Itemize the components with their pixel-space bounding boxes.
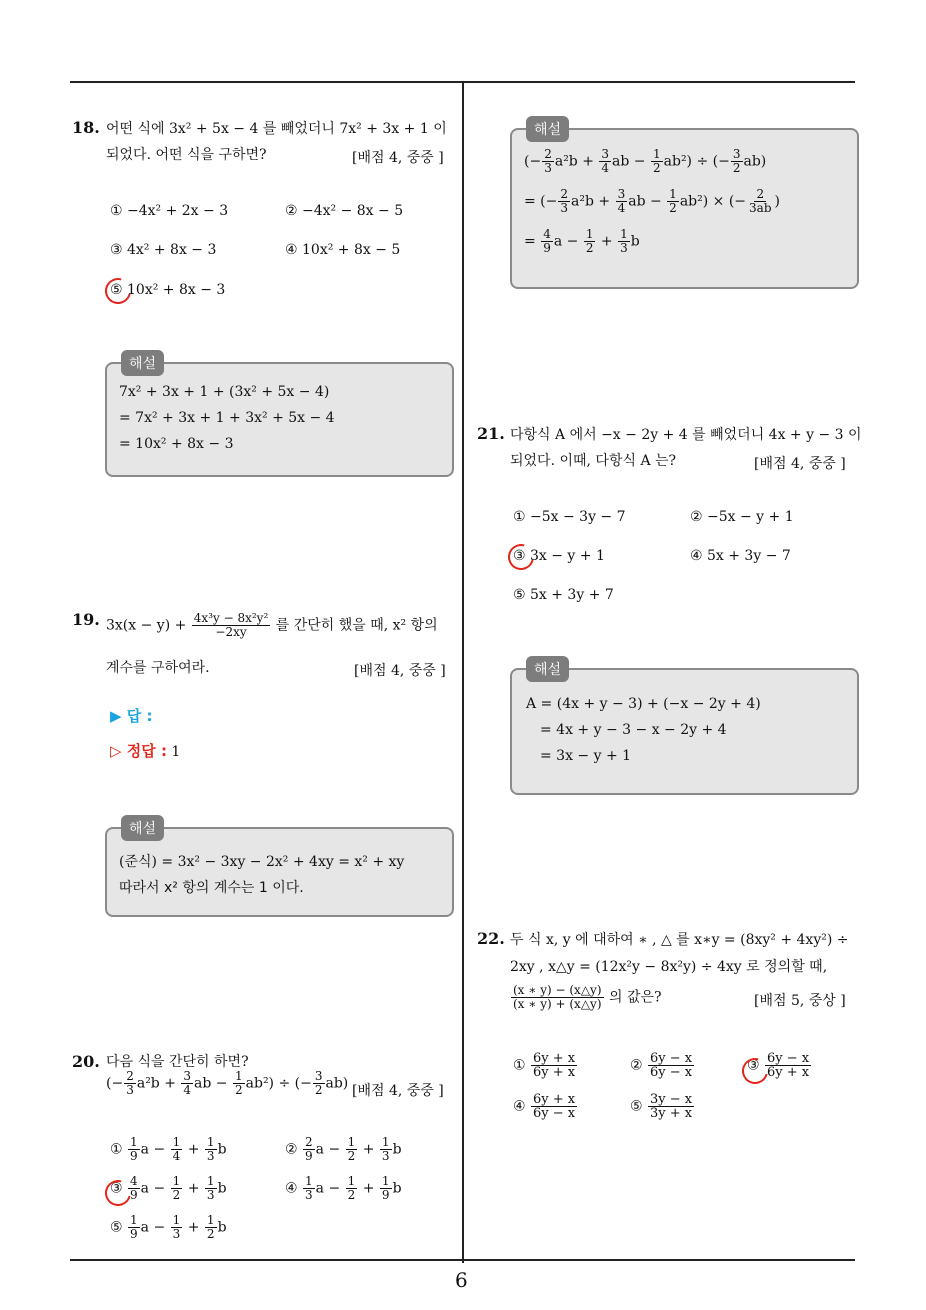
question-18-number: 18. [72,118,100,137]
q20-c3-mark: ③ [110,1180,123,1197]
q20-choice-1[interactable]: ① $\frac{1}{9}$ a − $\frac{1}{4}$ + $\frac{1}{3}$ b [110,1135,227,1163]
q21-choice-5[interactable]: ⑤ 5x + 3y + 7 [513,587,614,603]
q20-c2-mark: ② [285,1141,298,1158]
q20-solution-box [510,122,859,289]
q19-frac-den: −2xy [215,625,247,639]
question-21-number: 21. [477,424,505,443]
question-20-expression: (− $\frac{2}{3}$ a²b + $\frac{3}{4}$ ab − $\frac{1}{2}$ ab²) ÷ (− $\frac{3}{2}$ ab) [106,1069,349,1097]
q20-c1-mark: ① [110,1141,123,1158]
question-18-line1: 어떤 식에 3x² + 5x − 4 를 빼었더니 7x² + 3x + 1 이 [106,121,447,137]
q22-c2-mark: ② [630,1057,643,1074]
q20-choice-3[interactable]: ③ $\frac{4}{9}$ a − $\frac{1}{2}$ + $\frac{1}{3}$ b [110,1174,227,1202]
q21-solution-line1: A = (4x + y − 3) + (−x − 2y + 4) [526,696,761,712]
q22-c4-mark: ④ [513,1098,526,1115]
q19-solution-box [105,821,454,917]
q19-solution-title: 해설 [121,815,164,841]
q21-solution-box [510,662,859,795]
question-21-line2: 되었다. 이때, 다항식 A 는? [510,453,677,469]
q21-choice-1[interactable]: ① −5x − 3y − 7 [513,509,626,525]
q19-correct-label: ▷ 정답 : [110,742,167,760]
q19-frac-num: 4x³y − 8x²y² [193,611,269,625]
question-22-meta: [배점 5, 중상 ] [754,993,846,1009]
q19-lead: 3x(x − y) + [106,617,187,634]
q19-answer-label: ▶ 답 : [110,707,153,725]
q22-choice-4[interactable]: ④ $\frac{6y + x}{6y - x}$ [513,1092,576,1121]
q22-c3-mark: ③ [747,1057,760,1074]
q18-solution-line2: = 7x² + 3x + 1 + 3x² + 5x − 4 [119,410,335,426]
q18-solution-line1: 7x² + 3x + 1 + (3x² + 5x − 4) [119,384,330,400]
bottom-rule [70,1259,855,1261]
q22-fraction [511,984,604,1011]
q22-c1-mark: ① [513,1057,526,1074]
question-22-line3 [510,984,662,1011]
question-18-line2: 되었다. 어떤 식을 구하면? [106,147,267,163]
q20-c5-mark: ⑤ [110,1219,123,1236]
q18-choice-3[interactable]: ③ 4x² + 8x − 3 [110,242,217,258]
question-21-line1: 다항식 A 에서 −x − 2y + 4 를 빼었더니 4x + y − 3 이 [510,427,862,443]
q21-choice-3[interactable]: ③ 3x − y + 1 [513,548,605,564]
q18-answer-circle [100,273,136,309]
q19-solution-line2: 따라서 x² 항의 계수는 1 이다. [119,880,304,896]
q18-choice-4[interactable]: ④ 10x² + 8x − 5 [285,242,401,258]
q21-solution-line3: = 3x − y + 1 [540,748,632,764]
column-divider [462,83,464,1263]
question-18-meta: [배점 4, 중중 ] [352,150,444,166]
question-19-meta: [배점 4, 중중 ] [354,663,446,679]
q22-choice-1[interactable]: ① $\frac{6y + x}{6y + x}$ [513,1051,576,1080]
q18-choice-5[interactable]: ⑤ 10x² + 8x − 3 [110,282,226,298]
q22-frac-num: (x ∗ y) − (x△y) [513,983,602,997]
q18-choice-2[interactable]: ② −4x² − 8x − 5 [285,203,404,219]
q19-tail: 를 간단히 했을 때, x² 항의 [275,617,438,634]
q18-solution-box [105,356,454,477]
q21-choice-2[interactable]: ② −5x − y + 1 [690,509,794,525]
q21-solution-title: 해설 [526,656,569,682]
q22-tail: 의 값은? [608,989,662,1006]
q20-c4-mark: ④ [285,1180,298,1197]
q20-solution-title: 해설 [526,116,569,142]
question-22-line1: 두 식 x, y 에 대하여 ∗ , △ 를 x∗y = (8xy² + 4xy²) ÷ [510,932,849,948]
q20-solution-line3: = $\frac{4}{9}$ a − $\frac{1}{2}$ + $\frac{1}{3}$ b [524,227,640,255]
question-21-meta: [배점 4, 중중 ] [754,456,846,472]
q22-choice-2[interactable]: ② $\frac{6y - x}{6y - x}$ [630,1051,693,1080]
question-20-meta: [배점 4, 중중 ] [352,1083,444,1099]
q22-choice-5[interactable]: ⑤ $\frac{3y - x}{3y + x}$ [630,1092,693,1121]
q19-correct-answer [110,740,180,761]
q20-choice-2[interactable]: ② $\frac{2}{9}$ a − $\frac{1}{2}$ + $\frac{1}{3}$ b [285,1135,402,1163]
question-22-line2: 2xy , x△y = (12x²y − 8x²y) ÷ 4xy 로 정의할 때, [510,959,828,975]
q19-correct-value: 1 [171,744,181,760]
q21-answer-circle [503,539,539,575]
q18-solution-line3: = 10x² + 8x − 3 [119,436,234,452]
question-19-number: 19. [72,610,100,629]
q18-choice-1[interactable]: ① −4x² + 2x − 3 [110,203,229,219]
question-19-line1 [106,612,438,639]
q22-c5-mark: ⑤ [630,1098,643,1115]
question-19-line2: 계수를 구하여라. [106,660,210,676]
q20-choice-5[interactable]: ⑤ $\frac{1}{9}$ a − $\frac{1}{3}$ + $\frac{1}{2}$ b [110,1213,227,1241]
q22-frac-den: (x ∗ y) + (x△y) [513,997,602,1011]
question-22-number: 22. [477,929,505,948]
q22-choice-3[interactable]: ③ $\frac{6y - x}{6y + x}$ [747,1051,810,1080]
q21-solution-line2: = 4x + y − 3 − x − 2y + 4 [540,722,727,738]
q21-choice-4[interactable]: ④ 5x + 3y − 7 [690,548,791,564]
q19-solution-line1: (준식) = 3x² − 3xy − 2x² + 4xy = x² + xy [119,854,405,870]
q20-choice-4[interactable]: ④ $\frac{1}{3}$ a − $\frac{1}{2}$ + $\frac{1}{9}$ b [285,1174,402,1202]
page-number: 6 [455,1268,468,1292]
q18-solution-title: 해설 [121,350,164,376]
q20-solution-line2: = (− $\frac{2}{3}$ a²b + $\frac{3}{4}$ ab − $\frac{1}{2}$ ab²) × (− $\frac{2}{3ab}$ ) [524,187,780,215]
question-20-number: 20. [72,1052,100,1071]
question-20-line1: 다음 식을 간단히 하면? [106,1054,249,1070]
q20-solution-line1: (− $\frac{2}{3}$ a²b + $\frac{3}{4}$ ab − $\frac{1}{2}$ ab²) ÷ (− $\frac{3}{2}$ ab) [524,147,767,175]
q19-fraction [192,612,270,639]
